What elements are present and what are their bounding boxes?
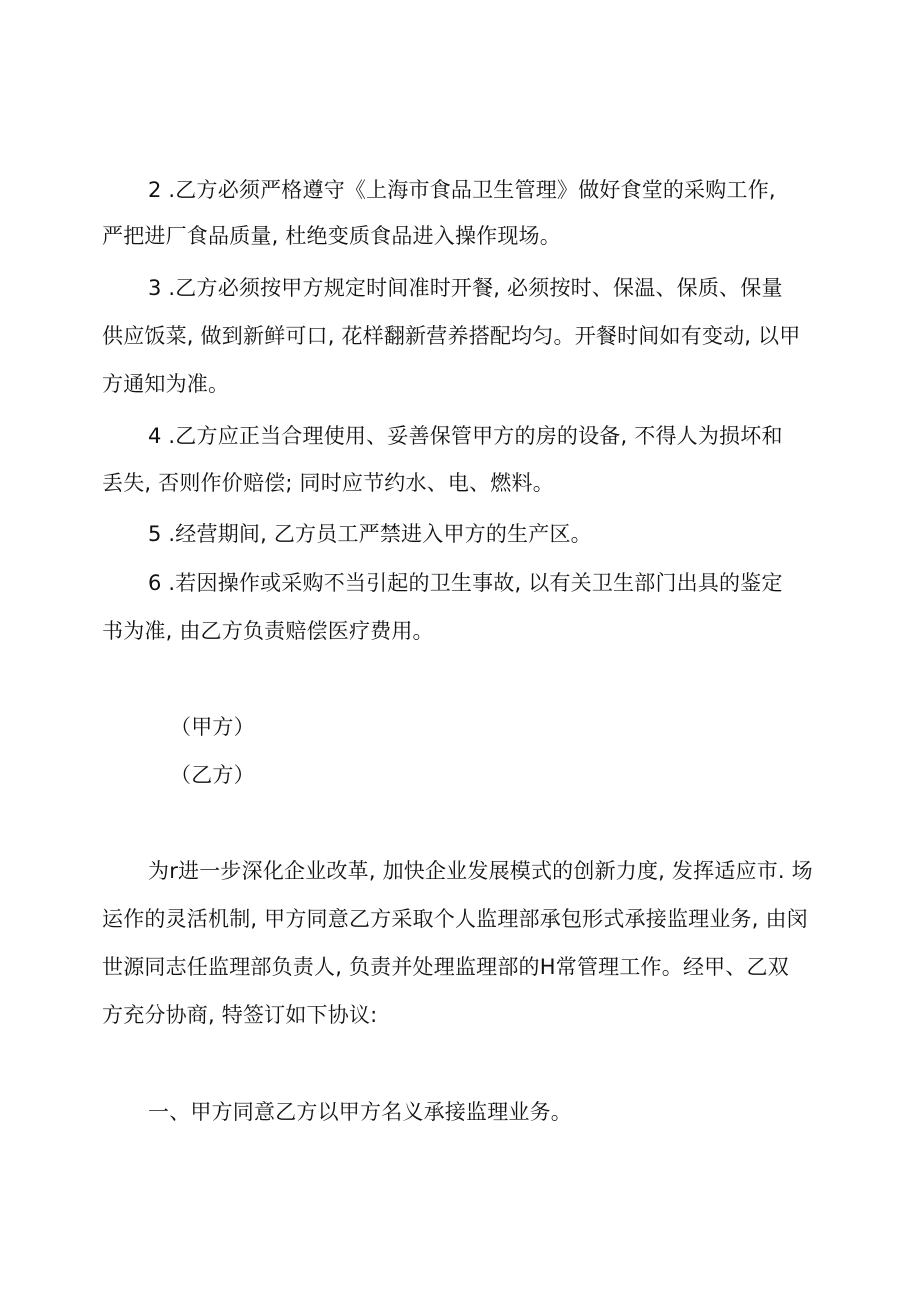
item-6-line-1: 6 .若因操作或采购不当引起的卫生事故, 以有关卫生部门出具的鉴定 [148, 571, 783, 595]
item-2-line-2: 严把进厂食品质量, 杜绝变质食品进入操作现场。 [102, 224, 561, 248]
item-5-line-1: 5 .经营期间, 乙方员工严禁进入甲方的生产区。 [148, 522, 592, 546]
item-3-line-2: 供应饭菜, 做到新鲜可口, 花样翻新营养搭配均匀。开餐时间如有变动, 以甲 [102, 324, 801, 348]
clause-1: 一、甲方同意乙方以甲方名义承接监理业务。 [148, 1100, 572, 1124]
item-4-line-2: 丢失, 否则作价赔偿; 同时应节约水、电、燃料。 [102, 471, 554, 495]
intro-line-3: 世源同志任监理部负责人, 负责并处理监理部的H常管理工作。经甲、乙双 [102, 955, 789, 979]
intro-line-2: 运作的灵活机制, 甲方同意乙方采取个人监理部承包形式承接监理业务, 由闵 [102, 907, 808, 931]
item-4-line-1: 4 .乙方应正当合理使用、妥善保管甲方的房的设备, 不得人为损坏和 [148, 424, 783, 448]
item-3-line-1: 3 .乙方必须按甲方规定时间准时开餐, 必须按时、保温、保质、保量 [148, 276, 783, 300]
item-6-line-2: 书为准, 由乙方负责赔偿医疗费用。 [102, 619, 434, 643]
party-a-label: （甲方） [170, 715, 255, 739]
party-b-label: （乙方） [170, 763, 255, 787]
item-3-line-3: 方通知为准。 [102, 372, 230, 396]
intro-line-1: 为r进一步深化企业改革, 加快企业发展模式的创新力度, 发挥适应市. 场 [148, 859, 813, 883]
intro-line-4: 方充分协商, 特签订如下协议: [102, 1003, 378, 1027]
item-2-line-1: 2 .乙方必须严格遵守《上海市食品卫生管理》做好食堂的采购工作, [148, 178, 776, 202]
